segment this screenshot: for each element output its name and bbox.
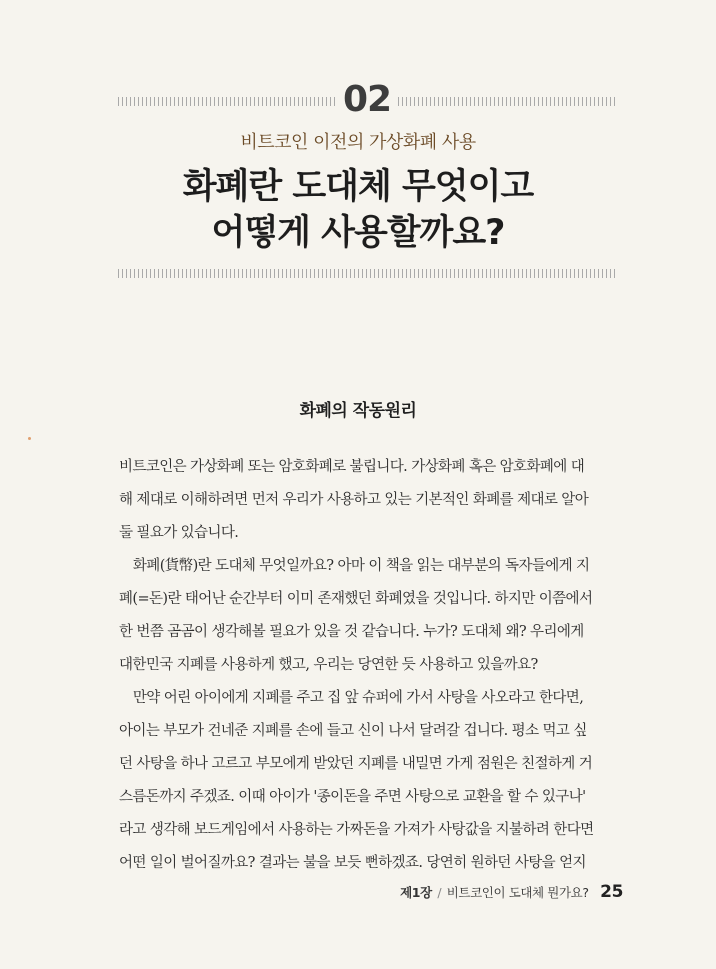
body-line: 해 제대로 이해하려면 먼저 우리가 사용하고 있는 기본적인 화폐를 제대로 알아 <box>119 492 589 508</box>
body-text <box>119 455 597 884</box>
chapter-number-row <box>118 78 616 122</box>
decorative-rule-right <box>398 97 616 106</box>
footer-chapter-label: 제1장 <box>400 885 432 900</box>
body-line: 스름돈까지 주겠죠. 이때 아이가 '종이돈을 주면 사탕으로 교환을 할 수 있구나' <box>119 789 586 805</box>
page-footer <box>400 882 623 902</box>
chapter-title-line: 어떻게 사용할까요? <box>211 213 505 253</box>
chapter-number: 02 <box>342 79 392 120</box>
decorative-rule-bottom <box>118 269 616 278</box>
body-line: 둘 필요가 있습니다. <box>119 525 239 541</box>
footer-chapter-title: 비트코인이 도대체 뭔가요? <box>446 885 589 900</box>
body-line: 대한민국 지폐를 사용하게 했고, 우리는 당연한 듯 사용하고 있을까요? <box>119 657 538 673</box>
body-line: 던 사탕을 하나 고르고 부모에게 받았던 지폐를 내밀면 가게 점원은 친절하게 거 <box>119 756 593 772</box>
footer-separator: / <box>437 885 442 900</box>
body-line: 만약 어린 아이에게 지폐를 주고 집 앞 슈퍼에 가서 사탕을 사오라고 한다면, <box>119 690 584 706</box>
chapter-title <box>0 164 716 256</box>
section-heading: 화폐의 작동원리 <box>299 401 417 421</box>
body-line: 폐(=돈)란 태어난 순간부터 이미 존재했던 화폐였을 것입니다. 하지만 이쯤에서 <box>119 591 593 607</box>
chapter-title-line: 화폐란 도대체 무엇이고 <box>182 167 534 207</box>
body-line: 라고 생각해 보드게임에서 사용하는 가짜돈을 가져가 사탕값을 지불하려 한다면 <box>119 822 594 838</box>
page-number: 25 <box>600 882 623 902</box>
body-line: 화폐(貨幣)란 도대체 무엇일까요? 아마 이 책을 읽는 대부분의 독자들에게 지 <box>119 558 590 574</box>
chapter-subtitle: 비트코인 이전의 가상화폐 사용 <box>240 132 476 153</box>
body-line: 비트코인은 가상화폐 또는 암호화폐로 불립니다. 가상화폐 혹은 암호화폐에 대 <box>119 459 585 475</box>
body-line: 아이는 부모가 건네준 지폐를 손에 들고 신이 나서 달려갈 겁니다. 평소 먹고 싶 <box>119 723 587 739</box>
margin-dot <box>28 437 31 440</box>
body-line: 한 번쯤 곰곰이 생각해볼 필요가 있을 것 같습니다. 누가? 도대체 왜? 우리에게 <box>119 624 584 640</box>
body-line: 어떤 일이 벌어질까요? 결과는 불을 보듯 뻔하겠죠. 당연히 원하던 사탕을 얻지 <box>119 855 586 871</box>
